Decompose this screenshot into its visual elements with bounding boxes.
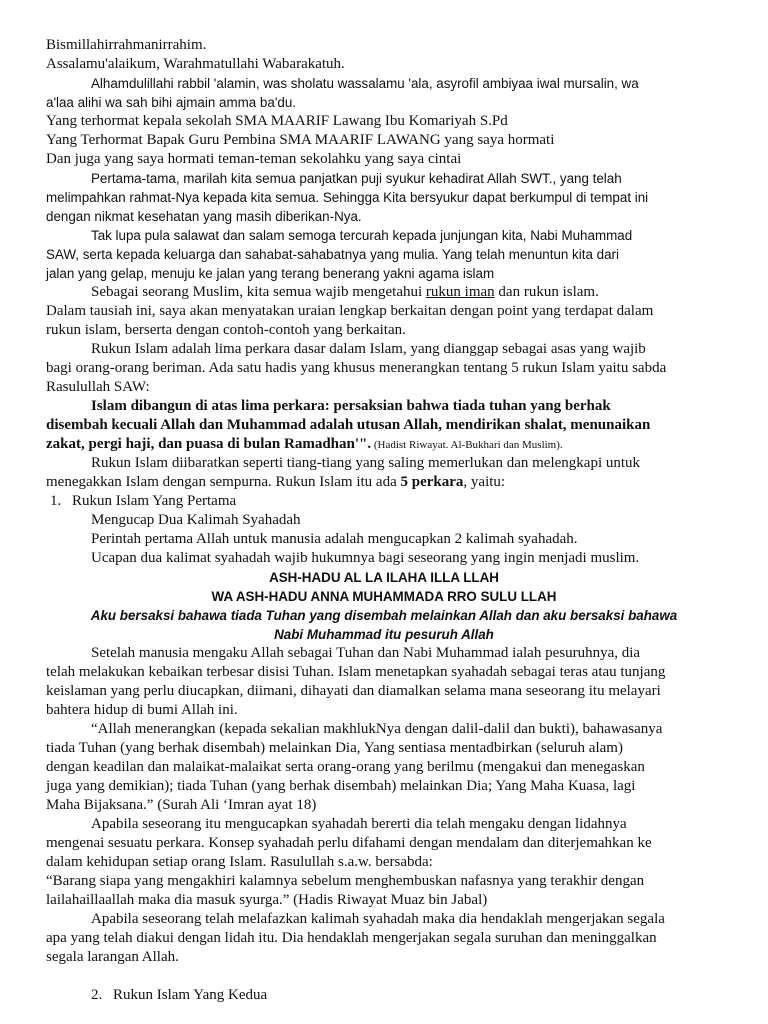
- hadith-muaz-line-1: “Barang siapa yang mengakhiri kalamnya sebelum menghembuskan nafasnya yang terakhir dengan: [46, 873, 645, 889]
- paragraph-tausiah-line-1: Dalam tausiah ini, saya akan menyatakan uraian lengkap berkaitan dengan point yang terdapat dalam: [46, 303, 654, 319]
- hadith-quote-text: zakat, pergi haji, dan puasa di bulan Ramadhan'".: [46, 436, 372, 452]
- opening-basmala: Bismillahirrahmanirrahim.: [46, 37, 207, 53]
- syahadah-heading: Mengucap Dua Kalimah Syahadah: [91, 512, 301, 528]
- paragraph-lidah-line-1: Apabila seseorang itu mengucapkan syahadah bererti dia telah mengaku dengan lidahnya: [91, 816, 627, 832]
- hamdalah-line-1: Alhamdulillahi rabbil 'alamin, was sholatu wassalamu 'ala, asyrofil ambiyaa iwal mursalin, wa: [91, 76, 639, 91]
- hadith-quote-line-2: disembah kecuali Allah dan Muhammad adalah utusan Allah, mendirikan shalat, menunaikan: [46, 417, 651, 433]
- quran-quote-line-2: tiada Tuhan (yang berhak disembah) melainkan Dia, Yang sentiasa mentadbirkan (seluruh alam): [46, 740, 623, 756]
- syahadah-translation-line-2: Nabi Muhammad itu pesuruh Allah: [274, 627, 494, 642]
- list-label-2: Rukun Islam Yang Kedua: [113, 987, 268, 1003]
- five-perkara: 5 perkara: [400, 474, 464, 490]
- paragraph-muslim-line-1: [46, 283, 768, 302]
- hadith-quote-line-3: [46, 435, 768, 454]
- hadith-quote-line-1: Islam dibangun di atas lima perkara: persaksian bahwa tiada tuhan yang berhak: [91, 398, 611, 414]
- greeting-teacher: Yang Terhormat Bapak Guru Pembina SMA MAARIF LAWANG yang saya hormati: [46, 132, 555, 148]
- syahadah-command: Perintah pertama Allah untuk manusia adalah mengucapkan 2 kalimah syahadah.: [91, 531, 578, 547]
- paragraph-amal-line-2: apa yang telah diakui dengan lidah itu. Dia hendaklah mengerjakan segala suruhan dan meninggalkan: [46, 930, 657, 946]
- paragraph-tiang-line-2: [46, 473, 768, 492]
- paragraph-lidah-line-2: mengenai sesuatu perkara. Konsep syahadah perlu difahami dengan mendalam dan diterjemahkan ke: [46, 835, 652, 851]
- syahadah-obligation: Ucapan dua kalimat syahadah wajib hukumnya bagi seseorang yang ingin menjadi muslim.: [91, 550, 640, 566]
- blank-spacer: [46, 967, 768, 986]
- paragraph-gratitude-line-3: dengan nikmat kesehatan yang masih diberikan-Nya.: [46, 209, 362, 224]
- paragraph-gratitude-line-2: melimpahkan rahmat-Nya kepada kita semua. Sehingga Kita bersyukur dapat berkumpul di tempat ini: [46, 190, 649, 205]
- paragraph-syahadah-line-4: bahtera hidup di bumi Allah ini.: [46, 702, 238, 718]
- paragraph-muslim-tail: dan rukun islam.: [494, 284, 599, 300]
- hamdalah-line-2: a'laa alihi wa sah bihi ajmain amma ba'du.: [46, 95, 297, 110]
- paragraph-syahadah-line-1: Setelah manusia mengaku Allah sebagai Tuhan dan Nabi Muhammad ialah pesuruhnya, dia: [91, 645, 641, 661]
- hadith-source: (Hadist Riwayat. Al-Bukhari dan Muslim).: [371, 439, 563, 451]
- list-number-1: 1.: [50, 493, 62, 509]
- paragraph-salawat-line-1: Tak lupa pula salawat dan salam semoga tercurah kepada junjungan kita, Nabi Muhammad: [91, 228, 633, 243]
- paragraph-salawat-line-3: jalan yang gelap, menuju ke jalan yang terang benerang yakni agama islam: [46, 266, 495, 281]
- paragraph-tiang-line-1: Rukun Islam diibaratkan seperti tiang-tiang yang saling memerlukan dan melengkapi untuk: [91, 455, 641, 471]
- list-label-1: Rukun Islam Yang Pertama: [72, 493, 237, 509]
- paragraph-syahadah-line-3: keislaman yang perlu diucapkan, diimani, dihayati dan diamalkan selama mana seseorang itu melayari: [46, 683, 661, 699]
- quran-quote-line-4: juga yang demikian); tiada Tuhan (yang berhak disembah) melainkan Dia; Yang Maha Kuasa, lagi: [46, 778, 636, 794]
- paragraph-tiang-text: menegakkan Islam dengan sempurna. Rukun Islam itu ada: [46, 474, 397, 490]
- paragraph-syahadah-line-2: telah melakukan kebaikan terbesar disisi Tuhan. Islam menetapkan syahadah sebagai teras atau tunjang: [46, 664, 666, 680]
- paragraph-lidah-line-3: dalam kehidupan setiap orang Islam. Rasulullah s.a.w. bersabda:: [46, 854, 433, 870]
- rukun-iman-link[interactable]: rukun iman: [425, 284, 495, 300]
- paragraph-rukun-line-1: Rukun Islam adalah lima perkara dasar dalam Islam, yang dianggap sebagai asas yang wajib: [91, 341, 646, 357]
- paragraph-tausiah-line-2: rukun islam, berserta dengan contoh-contoh yang berkaitan.: [46, 322, 406, 338]
- syahadah-arabic-line-1: ASH-HADU AL LA ILAHA ILLA LLAH: [269, 570, 499, 585]
- paragraph-tiang-tail: , yaitu:: [463, 474, 506, 490]
- paragraph-gratitude-line-1: Pertama-tama, marilah kita semua panjatkan puji syukur kehadirat Allah SWT., yang telah: [91, 171, 622, 186]
- paragraph-amal-line-3: segala larangan Allah.: [46, 949, 179, 965]
- list-item-2: [46, 986, 768, 1005]
- quran-quote-line-1: “Allah menerangkan (kepada sekalian makhlukNya dengan dalil-dalil dan bukti), bahawasanya: [91, 721, 663, 737]
- list-item-1: [46, 492, 768, 511]
- opening-salam: Assalamu'alaikum, Warahmatullahi Wabarakatuh.: [46, 56, 345, 72]
- paragraph-amal-line-1: Apabila seseorang telah melafazkan kalimah syahadah maka dia hendaklah mengerjakan segala: [91, 911, 665, 927]
- paragraph-muslim-text: Sebagai seorang Muslim, kita semua wajib mengetahui: [91, 284, 423, 300]
- syahadah-translation-line-1: Aku bersaksi bahawa tiada Tuhan yang disembah melainkan Allah dan aku bersaksi bahawa: [90, 608, 678, 623]
- greeting-friends: Dan juga yang saya hormati teman-teman sekolahku yang saya cintai: [46, 151, 462, 167]
- quran-quote-line-5: Maha Bijaksana.” (Surah Ali ‘Imran ayat 18): [46, 797, 317, 813]
- greeting-principal: Yang terhormat kepala sekolah SMA MAARIF Lawang Ibu Komariyah S.Pd: [46, 113, 508, 129]
- quran-quote-line-3: dengan keadilan dan malaikat-malaikat serta orang-orang yang berilmu (mengakui dan menegaskan: [46, 759, 645, 775]
- paragraph-rukun-line-2: bagi orang-orang beriman. Ada satu hadis yang khusus menerangkan tentang 5 rukun Islam yaitu sabda: [46, 360, 667, 376]
- syahadah-arabic-line-2: WA ASH-HADU ANNA MUHAMMADA RRO SULU LLAH: [211, 589, 557, 604]
- paragraph-salawat-line-2: SAW, serta kepada keluarga dan sahabat-sahabatnya yang mulia. Yang telah menuntun kita dari: [46, 247, 619, 262]
- paragraph-rukun-line-3: Rasulullah SAW:: [46, 379, 150, 395]
- hadith-muaz-line-2: lailahaillaallah maka dia masuk syurga.” (Hadis Riwayat Muaz bin Jabal): [46, 892, 488, 908]
- list-number-2: 2.: [91, 987, 103, 1003]
